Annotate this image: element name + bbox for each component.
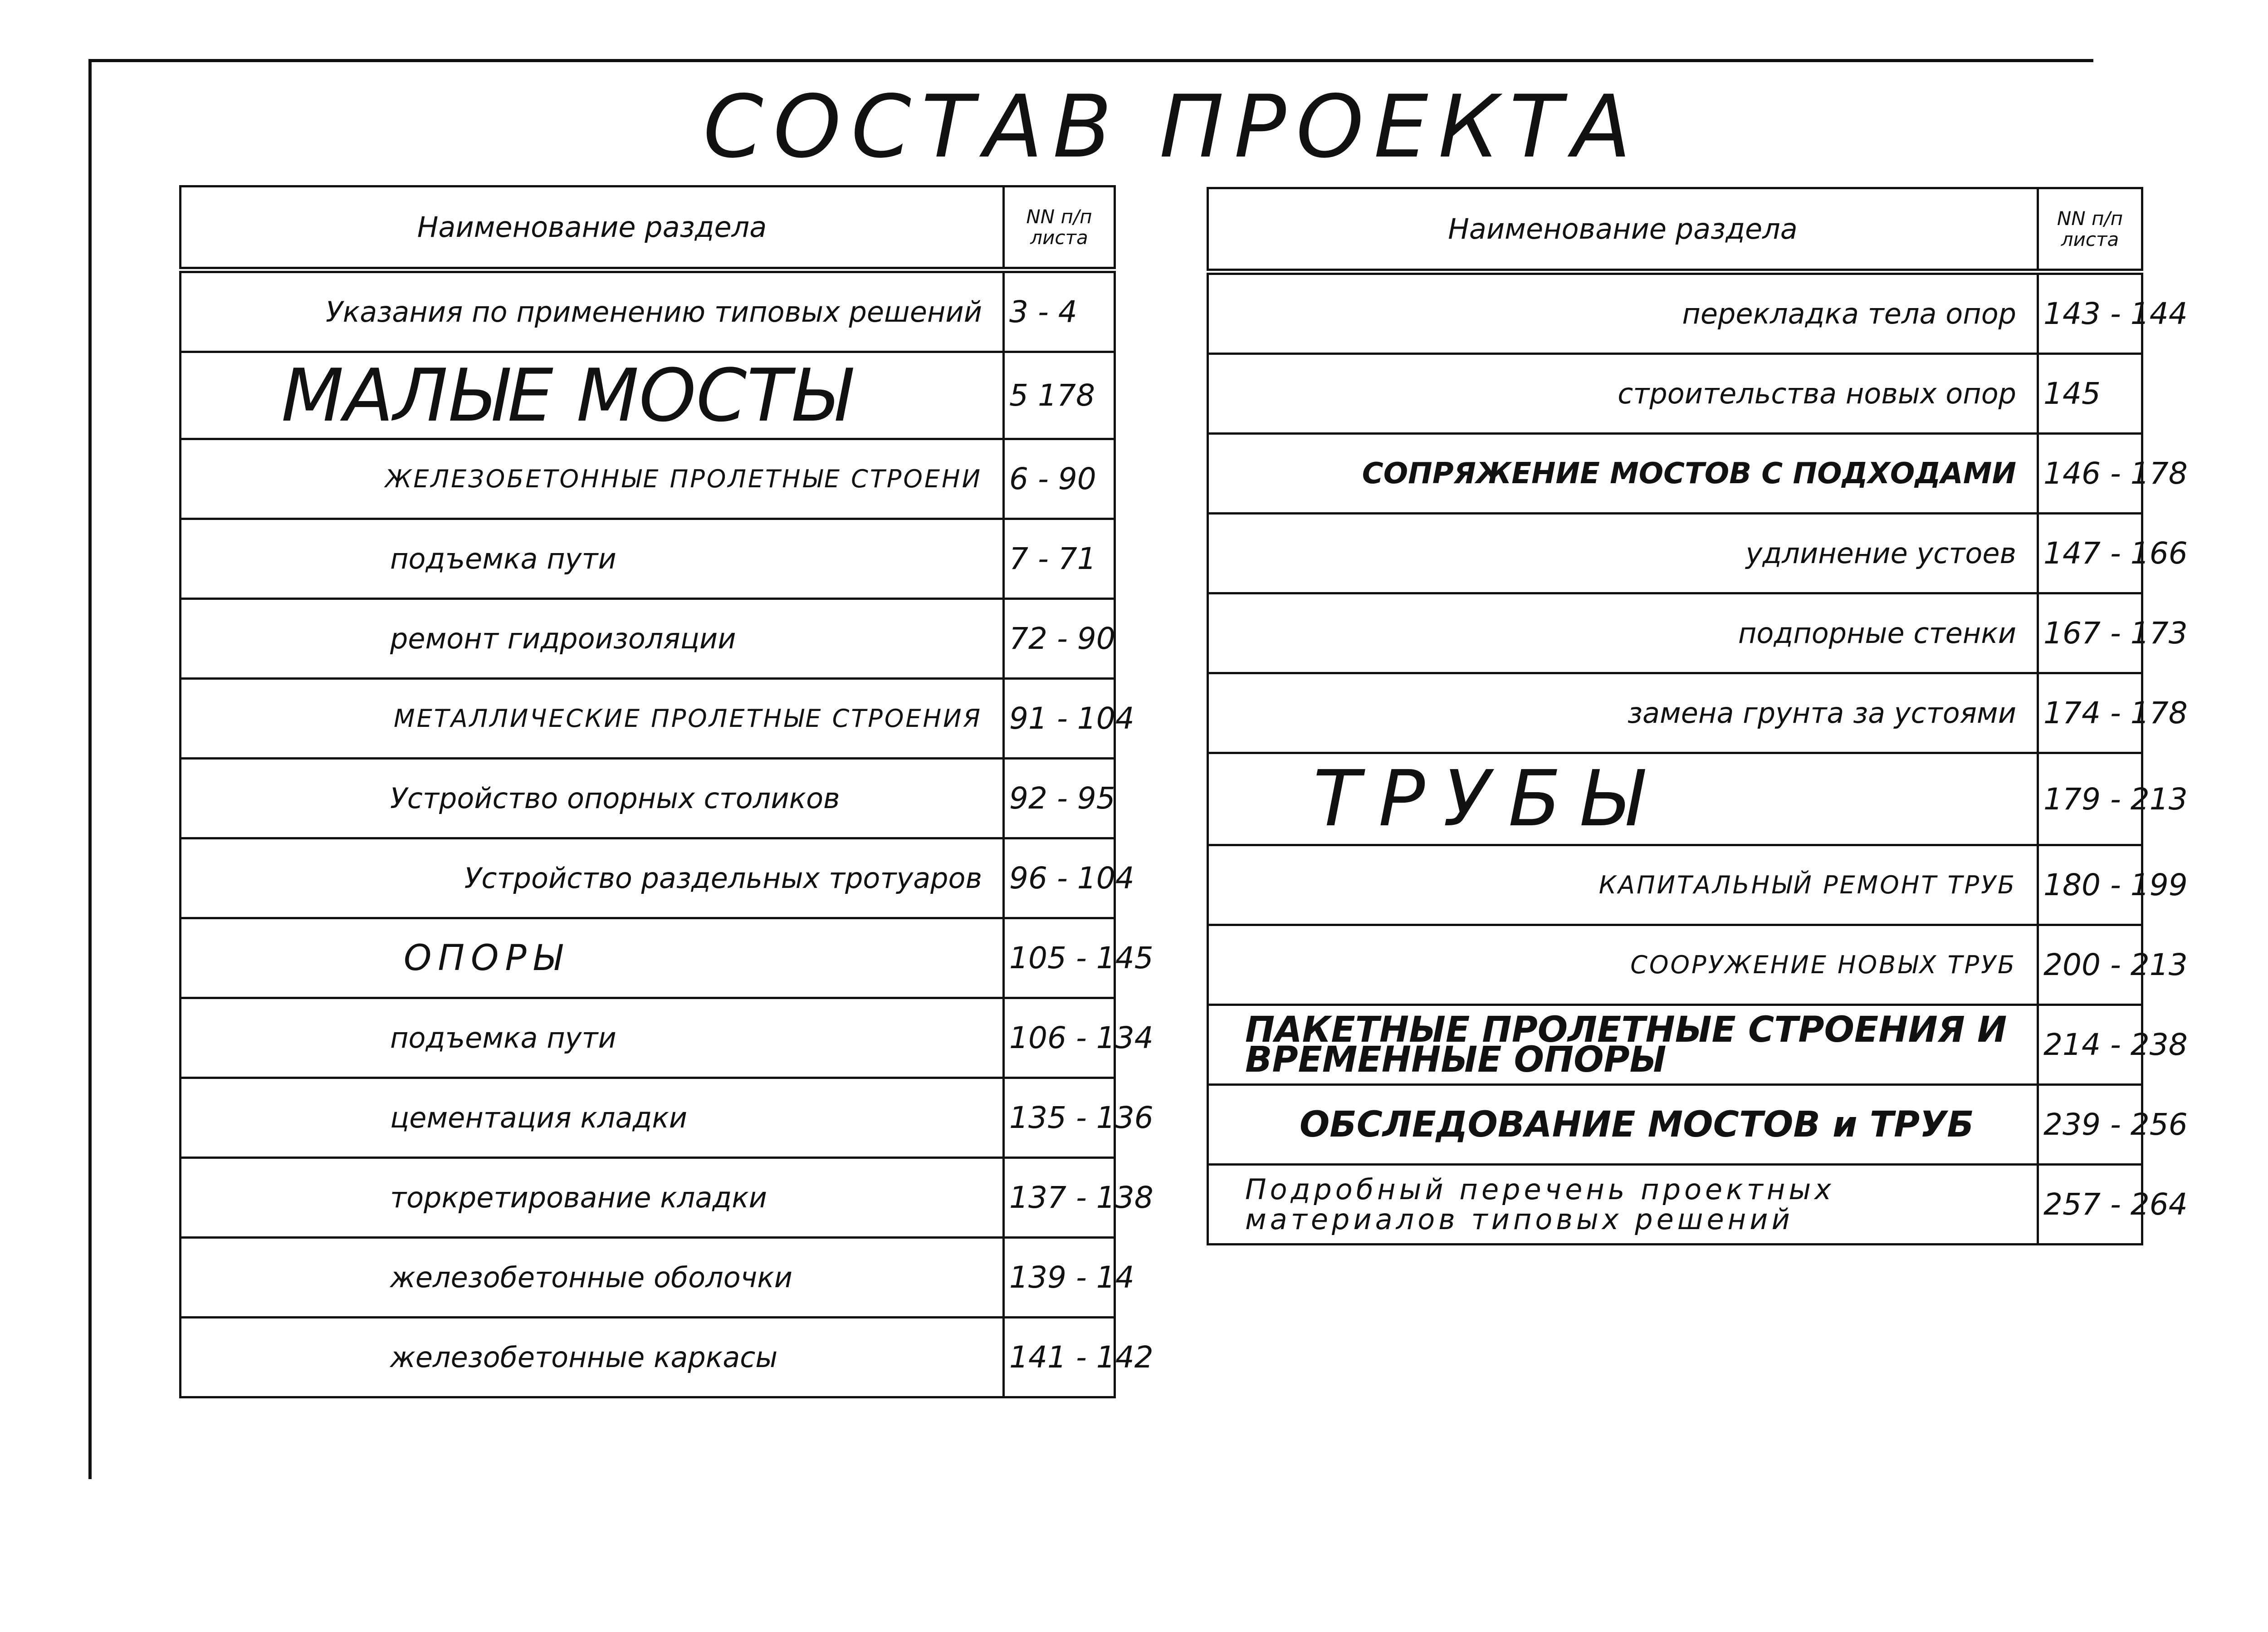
table-row xyxy=(1208,434,2142,514)
section-name: ЖЕЛЕЗОБЕТОННЫЕ ПРОЛЕТНЫЕ СТРОЕНИ xyxy=(181,439,1004,519)
section-name: ОПОРЫ xyxy=(181,918,1004,998)
table-row xyxy=(181,998,1115,1078)
sheet-range: 167 - 173 xyxy=(2038,593,2142,673)
sheet-range: 5 178 xyxy=(1004,352,1115,439)
header-name: Наименование раздела xyxy=(1208,188,2038,272)
sheet-range: 257 - 264 xyxy=(2038,1165,2142,1245)
sheet-range: 174 - 178 xyxy=(2038,673,2142,753)
header-num: NN п/п листа xyxy=(1004,186,1115,270)
sheet-range: 3 - 4 xyxy=(1004,270,1115,352)
section-name: МАЛЫЕ МОСТЫ xyxy=(181,352,1004,439)
table-row xyxy=(1208,845,2142,925)
section-name: замена грунта за устоями xyxy=(1208,673,2038,753)
section-name: подъемка пути xyxy=(181,519,1004,599)
table-row xyxy=(1208,925,2142,1005)
table-row xyxy=(181,759,1115,838)
sheet-range: 106 - 134 xyxy=(1004,998,1115,1078)
sheet-range: 96 - 104 xyxy=(1004,838,1115,918)
table-row xyxy=(181,599,1115,679)
section-name: СОПРЯЖЕНИЕ МОСТОВ С ПОДХОДАМИ xyxy=(1208,434,2038,514)
section-name: КАПИТАЛЬНЫЙ РЕМОНТ ТРУБ xyxy=(1208,845,2038,925)
sheet-range: 137 - 138 xyxy=(1004,1158,1115,1238)
section-name: Устройство опорных столиков xyxy=(181,759,1004,838)
section-name: подъемка пути xyxy=(181,998,1004,1078)
table-row xyxy=(181,439,1115,519)
table-row xyxy=(1208,1085,2142,1165)
table-header xyxy=(181,186,1115,270)
table-row xyxy=(1208,593,2142,673)
section-name: Подробный перечень проектных материалов типовых решений xyxy=(1208,1165,2038,1245)
sheet-range: 135 - 136 xyxy=(1004,1078,1115,1158)
table-row xyxy=(181,270,1115,352)
table-row xyxy=(1208,1005,2142,1085)
sheet-range: 239 - 256 xyxy=(2038,1085,2142,1165)
section-name: ОБСЛЕДОВАНИЕ МОСТОВ и ТРУБ xyxy=(1208,1085,2038,1165)
section-name: ПАКЕТНЫЕ ПРОЛЕТНЫЕ СТРОЕНИЯ И ВРЕМЕННЫЕ ОПОРЫ xyxy=(1208,1005,2038,1085)
header-name: Наименование раздела xyxy=(181,186,1004,270)
table-row xyxy=(1208,673,2142,753)
table-row xyxy=(181,1158,1115,1238)
sheet-range: 105 - 145 xyxy=(1004,918,1115,998)
sheet-range: 145 xyxy=(2038,354,2142,434)
table-row xyxy=(181,918,1115,998)
sheet-range: 147 - 166 xyxy=(2038,514,2142,593)
section-name: ремонт гидроизоляции xyxy=(181,599,1004,679)
section-name: подпорные стенки xyxy=(1208,593,2038,673)
header-num: NN п/п листа xyxy=(2038,188,2142,272)
section-name: перекладка тела опор xyxy=(1208,272,2038,354)
section-name: Устройство раздельных тротуаров xyxy=(181,838,1004,918)
section-name: МЕТАЛЛИЧЕСКИЕ ПРОЛЕТНЫЕ СТРОЕНИЯ xyxy=(181,679,1004,759)
sheet-range: 6 - 90 xyxy=(1004,439,1115,519)
section-name: строительства новых опор xyxy=(1208,354,2038,434)
section-name: удлинение устоев xyxy=(1208,514,2038,593)
table-row xyxy=(181,1318,1115,1397)
sheet-range: 180 - 199 xyxy=(2038,845,2142,925)
section-name: СООРУЖЕНИЕ НОВЫХ ТРУБ xyxy=(1208,925,2038,1005)
table-row xyxy=(181,1238,1115,1318)
table-row xyxy=(181,838,1115,918)
section-name: цементация кладки xyxy=(181,1078,1004,1158)
table-row xyxy=(181,519,1115,599)
table-row xyxy=(1208,272,2142,354)
table-row xyxy=(1208,514,2142,593)
frame-left-line xyxy=(88,59,92,1479)
left-index-table xyxy=(179,185,1154,1398)
sheet-range: 91 - 104 xyxy=(1004,679,1115,759)
sheet-range: 143 - 144 xyxy=(2038,272,2142,354)
section-name: торкретирование кладки xyxy=(181,1158,1004,1238)
table-row xyxy=(1208,1165,2142,1245)
sheet-range: 146 - 178 xyxy=(2038,434,2142,514)
page-title: СОСТАВ ПРОЕКТА xyxy=(703,77,1641,177)
section-name: железобетонные оболочки xyxy=(181,1238,1004,1318)
table-row xyxy=(1208,753,2142,845)
section-name: ТРУБЫ xyxy=(1208,753,2038,845)
sheet-range: 139 - 14 xyxy=(1004,1238,1115,1318)
sheet-range: 141 - 142 xyxy=(1004,1318,1115,1397)
section-name: Указания по применению типовых решений xyxy=(181,270,1004,352)
sheet-range: 72 - 90 xyxy=(1004,599,1115,679)
table-row xyxy=(181,1078,1115,1158)
table-row xyxy=(181,679,1115,759)
sheet-range: 7 - 71 xyxy=(1004,519,1115,599)
sheet-range: 200 - 213 xyxy=(2038,925,2142,1005)
section-name: железобетонные каркасы xyxy=(181,1318,1004,1397)
sheet-range: 214 - 238 xyxy=(2038,1005,2142,1085)
sheet-range: 92 - 95 xyxy=(1004,759,1115,838)
table-row xyxy=(1208,354,2142,434)
frame-top-line xyxy=(88,59,2093,62)
table-row xyxy=(181,352,1115,439)
sheet-range: 179 - 213 xyxy=(2038,753,2142,845)
table-header xyxy=(1208,188,2142,272)
right-index-table xyxy=(1207,187,2188,1245)
